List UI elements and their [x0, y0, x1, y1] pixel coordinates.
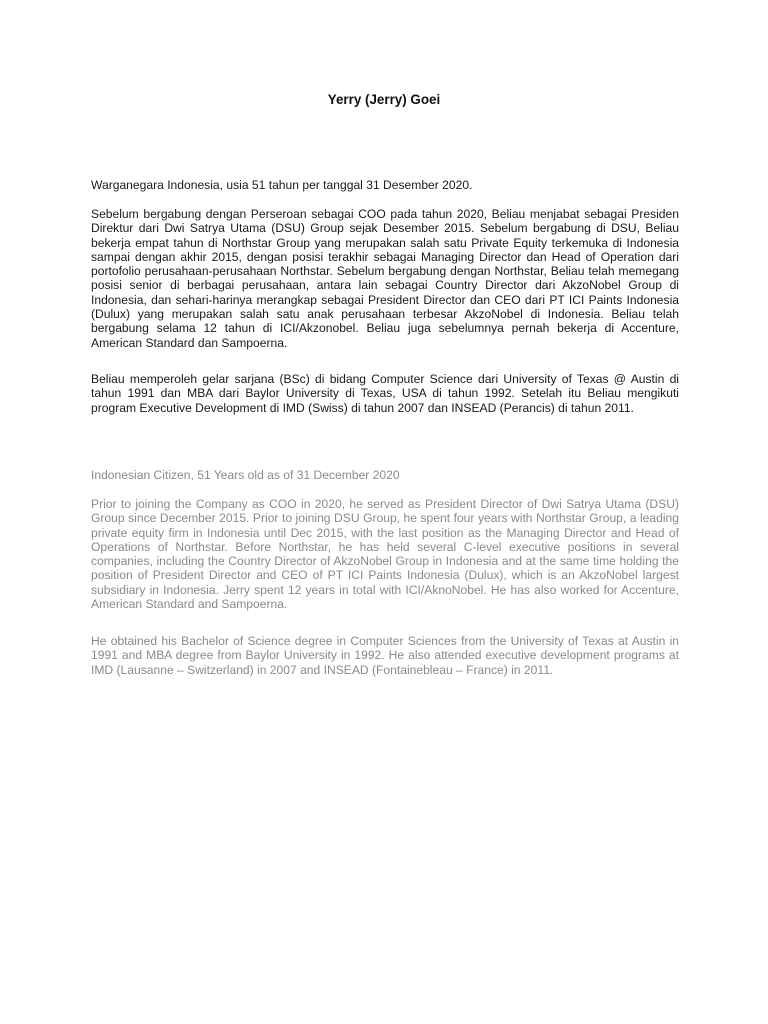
education-paragraph-indonesian: Beliau memperoleh gelar sarjana (BSc) di bidang Computer Science dari University of Texas @ Austin di tahun 1991 dan MBA dari Baylor University di Texas, USA di tahun 1992. Setelah itu Beliau mengikuti program Executive Development di IMD (Swiss) di tahun 2007 dan INSEAD (Perancis) di tahun 2011. [91, 372, 679, 415]
citizenship-indonesian: Warganegara Indonesia, usia 51 tahun per tanggal 31 Desember 2020. [91, 178, 473, 192]
career-paragraph-english: Prior to joining the Company as COO in 2020, he served as President Director of Dwi Satrya Utama (DSU) Group since December 2015. Prior to joining DSU Group, he spent four years with Northstar Group, a leading private equity firm in Indonesia until Dec 2015, with the last position as the Managing Director and Head of Operations of Northstar. Before Northstar, he has held several C-level executive positions in several companies, including the Country Director of AkzoNobel Group in Indonesia and at the same time holding the position of President Director and CEO of PT ICI Paints Indonesia (Dulux), which is an AkzoNobel largest subsidiary in Indonesia. Jerry spent 12 years in total with ICI/AknoNobel. He has also worked for Accenture, American Standard and Sampoerna. [91, 497, 679, 612]
citizenship-english: Indonesian Citizen, 51 Years old as of 31 December 2020 [91, 468, 400, 482]
education-paragraph-english: He obtained his Bachelor of Science degree in Computer Sciences from the University of Texas at Austin in 1991 and MBA degree from Baylor University in 1992. He also attended executive development programs at IMD (Lausanne – Switzerland) in 2007 and INSEAD (Fontainebleau – France) in 2011. [91, 634, 679, 677]
career-paragraph-indonesian: Sebelum bergabung dengan Perseroan sebagai COO pada tahun 2020, Beliau menjabat sebagai Presiden Direktur dari Dwi Satrya Utama (DSU) Group sejak Desember 2015. Sebelum bergabung di DSU, Beliau bekerja empat tahun di Northstar Group yang merupakan salah satu Private Equity terkemuka di Indonesia sampai dengan akhir 2015, dengan posisi terakhir sebagai Managing Director dan Head of Operation dari portofolio perusahaan-perusahaan Northstar. Sebelum bergabung dengan Northstar, Beliau telah memegang posisi senior di berbagai perusahaan, antara lain sebagai Country Director dari AkzoNobel Group di Indonesia, dan sehari-harinya merangkap sebagai President Director dan CEO dari PT ICI Paints Indonesia (Dulux) yang merupakan salah satu anak perusahaan terbesar AkzoNobel di Indonesia. Beliau telah bergabung selama 12 tahun di ICI/Akzonobel. Beliau juga sebelumnya pernah bekerja di Accenture, American Standard dan Sampoerna. [91, 207, 679, 350]
page-title: Yerry (Jerry) Goei [327, 92, 441, 107]
